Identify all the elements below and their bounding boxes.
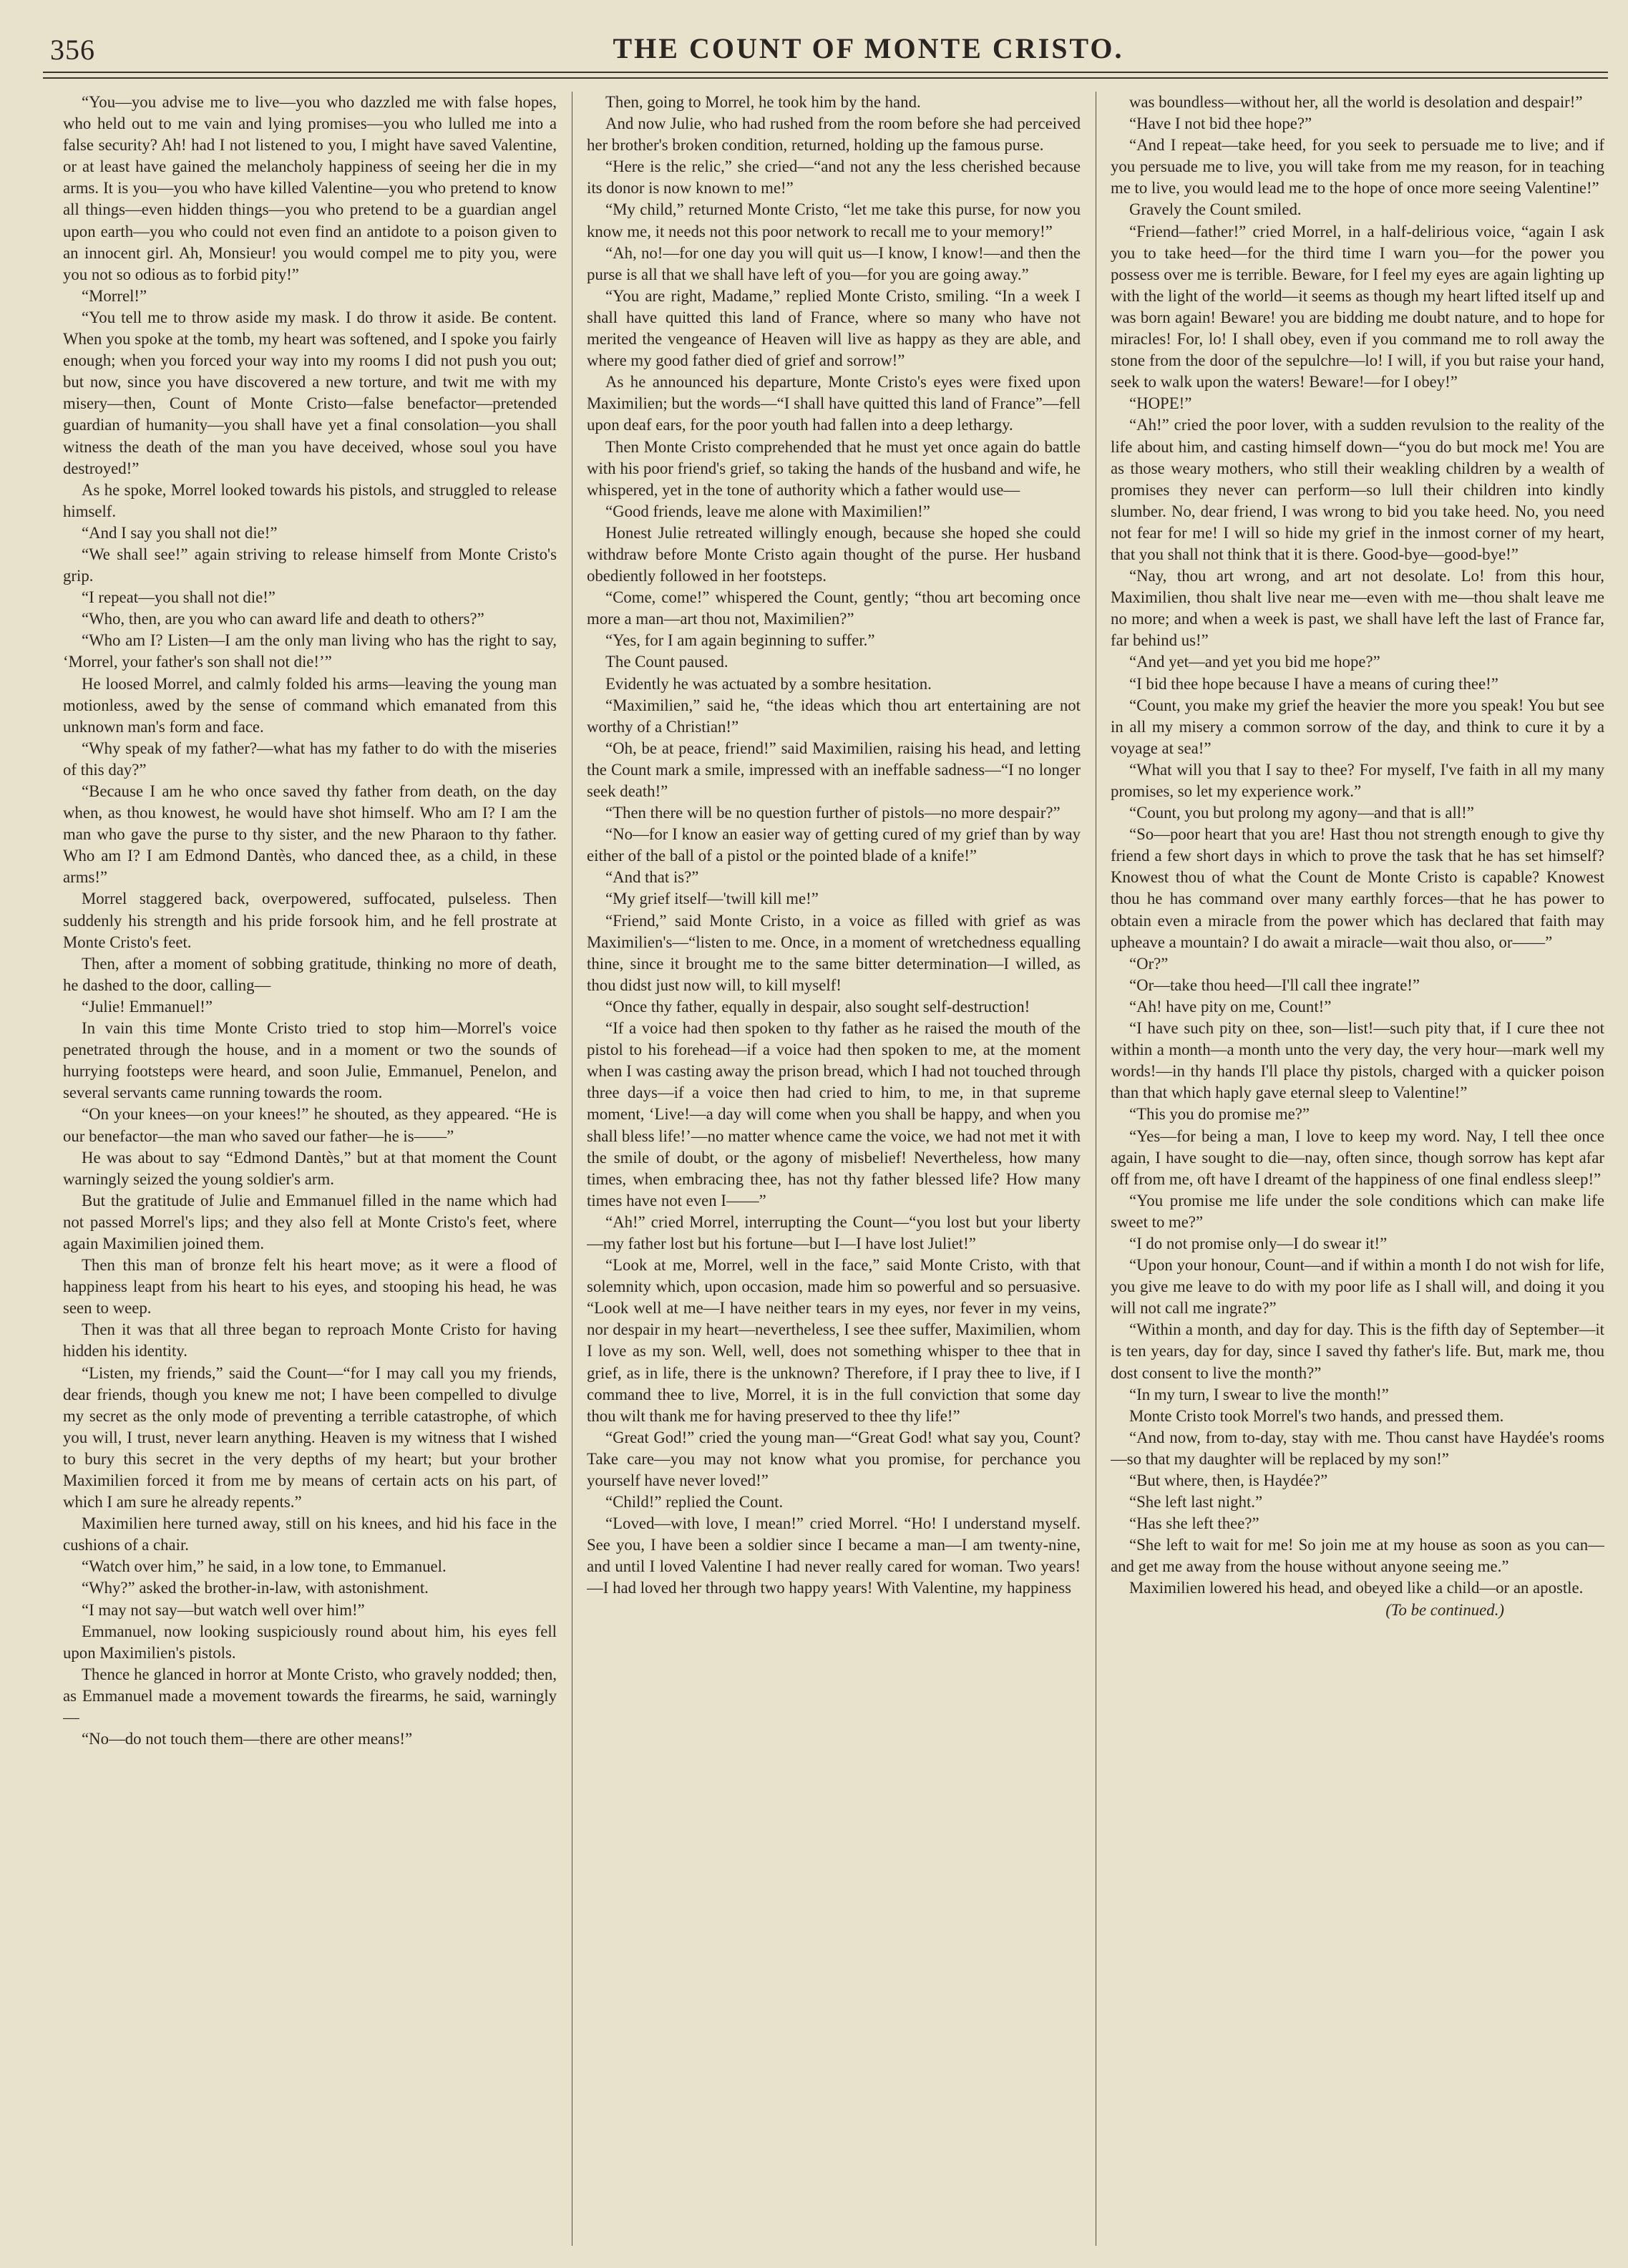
paragraph: He loosed Morrel, and calmly folded his arms—leaving the young man motionless, awed by the sense of command which emanated from this unknown man's form and face.: [63, 674, 557, 736]
column-1: [63, 92, 557, 2246]
page-number: 356: [50, 34, 95, 66]
paragraph: “She left to wait for me! So join me at my house as soon as you can—and get me away from the house without anyone seeing me.”: [1111, 1536, 1604, 1576]
paragraph: “What will you that I say to thee? For myself, I've faith in all my many promises, so let my experience work.”: [1111, 760, 1604, 800]
paragraph: Gravely the Count smiled.: [1129, 200, 1302, 219]
paragraph: “You are right, Madame,” replied Monte Cristo, smiling. “In a week I shall have quitted this land of France, where so many who have not merited the vengeance of Heaven will live as happy as they are able, and where my good father died of grief and sorrow!”: [587, 286, 1081, 370]
paragraph: Then it was that all three began to reproach Monte Cristo for having hidden his identity.: [63, 1320, 557, 1361]
paragraph: “Watch over him,” he said, in a low tone, to Emmanuel.: [82, 1557, 447, 1576]
paragraph: As he spoke, Morrel looked towards his pistols, and struggled to release himself.: [63, 480, 557, 520]
paragraph: “I may not say—but watch well over him!”: [82, 1600, 365, 1619]
paragraph: “Because I am he who once saved thy father from death, on the day when, as thou knowest, he would have shot himself. Who am I? I am the man who gave the purse to thy sister, and the new Pharaon to thy father. Who am I? I am Edmond Dantès, who danced thee, as a child, in these arms!”: [63, 782, 557, 887]
paragraph: “HOPE!”: [1129, 394, 1192, 413]
page-header: [43, 27, 1608, 67]
paragraph: Morrel staggered back, overpowered, suffocated, pulseless. Then suddenly his strength and his pride forsook him, and he fell prostrate at Monte Cristo's feet.: [63, 890, 557, 951]
paragraph: “On your knees—on your knees!” he shouted, as they appeared. “He is our benefactor—the man who saved our father—he is——”: [63, 1105, 557, 1145]
text-columns: [63, 92, 1605, 2246]
paragraph: “This you do promise me?”: [1129, 1105, 1310, 1124]
paragraph: “Come, come!” whispered the Count, gently; “thou art becoming once more a man—art thou not, Maximilien?”: [587, 588, 1081, 628]
paragraph: “Loved—with love, I mean!” cried Morrel. “Ho! I understand myself. See you, I have been a soldier since I became a man—I am twenty-nine, and until I loved Valentine I had never really cared for woman. Two years!—I had loved her through two happy years! With Valentine, my happiness: [587, 1514, 1081, 1597]
continued-note: (To be continued.): [1385, 1600, 1504, 1619]
paragraph: “And now, from to-day, stay with me. Thou canst have Haydée's rooms—so that my daughter will be replaced by my son!”: [1111, 1428, 1604, 1468]
paragraph: “Morrel!”: [82, 286, 147, 305]
paragraph: As he announced his departure, Monte Cristo's eyes were fixed upon Maximilien; but the words—“I shall have quitted this land of France”—fell upon deaf ears, for the poor youth had fallen into a deep lethargy.: [587, 373, 1081, 434]
paragraph: “If a voice had then spoken to thy father as he raised the mouth of the pistol to his forehead—if a voice had then spoken to me, at the moment when I was casting away the prison bread, which I had not touched through three days—if a voice then had cried to him, to me, in that supreme moment, ‘Live!—a day will come when you shall be happy, and when you shall bless life!’—no matter whence came the voice, we had not met it with the smile of doubt, or the agony of misbelief! Nevertheless, how many times, when embracing thee, has not thy father blessed life? How many times have not even I——”: [587, 1019, 1081, 1210]
paragraph: “Count, you make my grief the heavier the more you speak! You but see in all my misery a common sorrow of the day, and think to cure it by a voyage at sea!”: [1111, 696, 1604, 757]
paragraph: Thence he glanced in horror at Monte Cristo, who gravely nodded; then, as Emmanuel made a movement towards the firearms, he said, warningly—: [63, 1665, 557, 1727]
header-rule-double: [43, 77, 1608, 79]
paragraph: Emmanuel, now looking suspiciously round about him, his eyes fell upon Maximilien's pistols.: [63, 1622, 557, 1662]
paragraph: “Within a month, and day for day. This is the fifth day of September—it is ten years, day for day, since I saved thy father's life. But, mark me, thou dost consent to live the month?”: [1111, 1320, 1604, 1382]
paragraph: In vain this time Monte Cristo tried to stop him—Morrel's voice penetrated through the house, and in a moment or two the sounds of hurrying footsteps were heard, and soon Julie, Emmanuel, Penelon, and several servants came running towards the room.: [63, 1019, 557, 1102]
paragraph: “Friend—father!” cried Morrel, in a half-delirious voice, “again I ask you to take heed—for the third time I warn you—for the power you possess over me is terrible. Beware, for I feel my eyes are again lighting up with the light of the world—it seems as though my heart lifted itself up and was born again! Beware! you are bidding me doubt nature, and to hope for miracles! For, lo! I shall obey, even if you command me to roll away the stone from the door of the sepulchre—lo! I will, if you but raise your hand, seek to walk upon the waters! Beware!—for I obey!”: [1111, 222, 1604, 391]
paragraph: Maximilien lowered his head, and obeyed like a child—or an apostle.: [1129, 1579, 1584, 1597]
paragraph: “Friend,” said Monte Cristo, in a voice as filled with grief as was Maximilien's—“listen to me. Once, in a moment of wretchedness equalling thine, since it brought me to the same bitter determination—I willed, as thou didst just now will, to kill myself!: [587, 911, 1081, 994]
paragraph: “Good friends, leave me alone with Maximilien!”: [605, 502, 930, 520]
paragraph: “Ah!” cried Morrel, interrupting the Count—“you lost but your liberty—my father lost but his fortune—but I—I have lost Juliet!”: [587, 1212, 1081, 1252]
paragraph: Evidently he was actuated by a sombre hesitation.: [605, 674, 932, 693]
paragraph: “In my turn, I swear to live the month!”: [1129, 1385, 1389, 1403]
paragraph: “Oh, be at peace, friend!” said Maximilien, raising his head, and letting the Count mark a smile, impressed with an ineffable sadness—“I no longer seek death!”: [587, 739, 1081, 800]
paragraph: “Who, then, are you who can award life and death to others?”: [82, 610, 484, 628]
paragraph: “Nay, thou art wrong, and art not desolate. Lo! from this hour, Maximilien, thou shalt live near me—even with me—thou shalt leave me no more; and when a week is past, we shall have left the last of France far, far behind us!”: [1111, 567, 1604, 650]
paragraph: “Here is the relic,” she cried—“and not any the less cherished because its donor is now known to me!”: [587, 157, 1081, 198]
paragraph: “Great God!” cried the young man—“Great God! what say you, Count? Take care—you may not know what you promise, for perchance you yourself have never loved!”: [587, 1428, 1081, 1489]
running-title: THE COUNT OF MONTE CRISTO.: [613, 32, 1124, 64]
paragraph: Then, going to Morrel, he took him by the hand.: [605, 93, 921, 111]
paragraph: “No—do not touch them—there are other means!”: [82, 1730, 413, 1748]
paragraph: He was about to say “Edmond Dantès,” but at that moment the Count warningly seized the young soldier's arm.: [63, 1148, 557, 1188]
paragraph: “Who am I? Listen—I am the only man living who has the right to say, ‘Morrel, your father's son shall not die!’”: [63, 631, 557, 671]
paragraph: Then this man of bronze felt his heart move; as it were a flood of happiness leapt from his heart to his eyes, and stooping his head, he was seen to weep.: [63, 1256, 557, 1318]
paragraph: Monte Cristo took Morrel's two hands, and pressed them.: [1129, 1406, 1504, 1425]
paragraph: “You promise me life under the sole conditions which can make life sweet to me?”: [1111, 1191, 1604, 1231]
paragraph: “Child!” replied the Count.: [605, 1493, 784, 1512]
paragraph: “Upon your honour, Count—and if within a month I do not wish for life, you give me leave to do with my poor life as I shall will, and doing it you will not call me ingrate?”: [1111, 1256, 1604, 1318]
paragraph: “Julie! Emmanuel!”: [82, 997, 213, 1016]
paragraph: “And I repeat—take heed, for you seek to persuade me to live; and if you persuade me to live, you will take from me my reason, for in teaching me to live, you would lead me to the hope of once more seeing Valentine!”: [1111, 136, 1604, 198]
paragraph: “I bid thee hope because I have a means of curing thee!”: [1129, 674, 1498, 693]
paragraph: “Listen, my friends,” said the Count—“for I may call you my friends, dear friends, though you knew me not; I have been compelled to divulge my secret as the only mode of preventing a terrible catastrophe, of which you will, I trust, never learn anything. Heaven is my witness that I wished to bury this secret in the very depths of my heart; but your brother Maximilien forced it from me by means of certain acts on his part, of which I am sure he already repents.”: [63, 1363, 557, 1512]
paragraph: “And yet—and yet you bid me hope?”: [1129, 653, 1380, 671]
paragraph: “But where, then, is Haydée?”: [1129, 1471, 1328, 1489]
paragraph: “Look at me, Morrel, well in the face,” said Monte Cristo, with that solemnity which, upon occasion, made him so powerful and so persuasive. “Look well at me—I have neither tears in my eyes, nor fever in my veins, nor despair in my heart—nevertheless, I see thee suffer, Maximilien, whom I love as my son. Well, well, does not something whisper to thee that in grief, as in life, there is the unknown? Therefore, if I pray thee to live, if I command thee to live, Morrel, it is in the full conviction that some day thou wilt thank me for having preserved to thee thy life!”: [587, 1256, 1081, 1425]
paragraph: But the gratitude of Julie and Emmanuel filled in the name which had not passed Morrel's lips; and they also fell at Monte Cristo's feet, where again Maximilien joined them.: [63, 1191, 557, 1252]
paragraph: was boundless—without her, all the world is desolation and despair!”: [1129, 93, 1583, 111]
paragraph: “I have such pity on thee, son—list!—such pity that, if I cure thee not within a month—a month unto the very day, the very hour—mark well my words!—in thy hands I'll place thy pistols, charged with a quicker poison than that which haply gave eternal sleep to Valentine!”: [1111, 1019, 1604, 1102]
paragraph: “Why?” asked the brother-in-law, with astonishment.: [82, 1579, 429, 1597]
paragraph: “Have I not bid thee hope?”: [1129, 115, 1312, 133]
paragraph: “And that is?”: [605, 868, 699, 887]
paragraph: “I do not promise only—I do swear it!”: [1129, 1234, 1388, 1252]
paragraph: “You—you advise me to live—you who dazzled me with false hopes, who held out to me vain and lying promises—you who lulled me into a false security? Ah! had I not listened to you, I might have saved Valentine, or at least have gained the melancholy happiness of seeing her die in my arms. It is you—you who have killed Valentine—you who pretend to know all things—even hidden things—you who pretend to be a guardian angel upon earth—you who could not even find an antidote to a poison given to an innocent girl. Ah, Monsieur! you would compel me to pity you, were you not so odious as to forbid pity!”: [63, 93, 557, 283]
paragraph: “So—poor heart that you are! Hast thou not strength enough to give thy friend a few short days in which to prove the task that he has set himself? Knowest thou of what the Count de Monte Cristo is capable? Knowest thou he has command over many earthly forces—that he has power to obtain even a miracle from the power which has declared that faith may upheave a mountain? I do await a miracle—wait thou also, or——”: [1111, 825, 1604, 951]
paragraph: Honest Julie retreated willingly enough, because she hoped she could withdraw before Monte Cristo again thought of the purse. Her husband obediently followed in her footsteps.: [587, 523, 1081, 585]
paragraph: “Ah!” cried the poor lover, with a sudden revulsion to the reality of the life about him, and casting himself down—“you do but mock me! You are as those weary mothers, who still their weakling children by a wealth of promises they never can perform—so lull their children into kindly slumber. No, dear friend, I was wrong to bid you take heed. No, you need not fear for me! I will so hide my grief in the inmost corner of my heart, that you shall not think that it is there. Good-bye—good-bye!”: [1111, 416, 1604, 563]
paragraph: “Count, you but prolong my agony—and that is all!”: [1129, 804, 1474, 822]
paragraph: The Count paused.: [605, 653, 728, 671]
paragraph: And now Julie, who had rushed from the room before she had perceived her brother's broken condition, returned, holding up the famous purse.: [587, 115, 1081, 155]
paragraph: Then Monte Cristo comprehended that he must yet once again do battle with his poor friend's grief, so taking the hands of the husband and wife, he whispered, yet in the tone of authority which a father would use—: [587, 437, 1081, 499]
paragraph: “And I say you shall not die!”: [82, 523, 278, 542]
paragraph: “Then there will be no question further of pistols—no more despair?”: [605, 804, 1061, 822]
paragraph: “Has she left thee?”: [1129, 1514, 1259, 1533]
paragraph: “Once thy father, equally in despair, also sought self-destruction!: [605, 997, 1030, 1016]
column-2: [587, 92, 1081, 2246]
paragraph: Maximilien here turned away, still on his knees, and hid his face in the cushions of a chair.: [63, 1514, 557, 1554]
paragraph: “Or?”: [1129, 954, 1169, 973]
paragraph: “Maximilien,” said he, “the ideas which thou art entertaining are not worthy of a Christian!”: [587, 696, 1081, 736]
header-rule: [43, 72, 1608, 73]
paragraph: “Ah, no!—for one day you will quit us—I know, I know!—and then the purse is all that we shall have left of you—for you are going away.”: [587, 243, 1081, 283]
paragraph: “My child,” returned Monte Cristo, “let me take this purse, for now you know me, it needs not this poor network to recall me to your memory!”: [587, 200, 1081, 240]
column-3: [1111, 92, 1604, 2246]
paragraph: “I repeat—you shall not die!”: [82, 588, 276, 607]
paragraph: Then, after a moment of sobbing gratitude, thinking no more of death, he dashed to the door, calling—: [63, 954, 557, 994]
paragraph: “Or—take thou heed—I'll call thee ingrate!”: [1129, 975, 1420, 994]
paragraph: “Why speak of my father?—what has my father to do with the miseries of this day?”: [63, 739, 557, 779]
paragraph: “Yes, for I am again beginning to suffer.”: [605, 631, 875, 650]
paragraph: “No—for I know an easier way of getting cured of my grief than by way either of the ball of a pistol or the pointed blade of a knife!”: [587, 825, 1081, 865]
paragraph: “Yes—for being a man, I love to keep my word. Nay, I tell thee once again, I have sought to die—nay, often since, though sorrow has kept afar off from me, oft have I dreamt of the happiness of one final endless sleep!”: [1111, 1126, 1604, 1188]
paragraph: “My grief itself—'twill kill me!”: [605, 890, 819, 908]
paragraph: “You tell me to throw aside my mask. I do throw it aside. Be content. When you spoke at the tomb, my heart was softened, and I spoke you fairly enough; when you forced your way into my rooms I did not push you out; but now, since you have discovered a new torture, and twit me with my misery—then, Count of Monte Cristo—false benefactor—pretended guardian of humanity—you shall have yet a final consolation—you shall witness the death of the man you have deceived, whose soul you have destroyed!”: [63, 308, 557, 477]
paragraph: “She left last night.”: [1129, 1493, 1263, 1512]
paragraph: “We shall see!” again striving to release himself from Monte Cristo's grip.: [63, 545, 557, 585]
paragraph: “Ah! have pity on me, Count!”: [1129, 997, 1332, 1016]
